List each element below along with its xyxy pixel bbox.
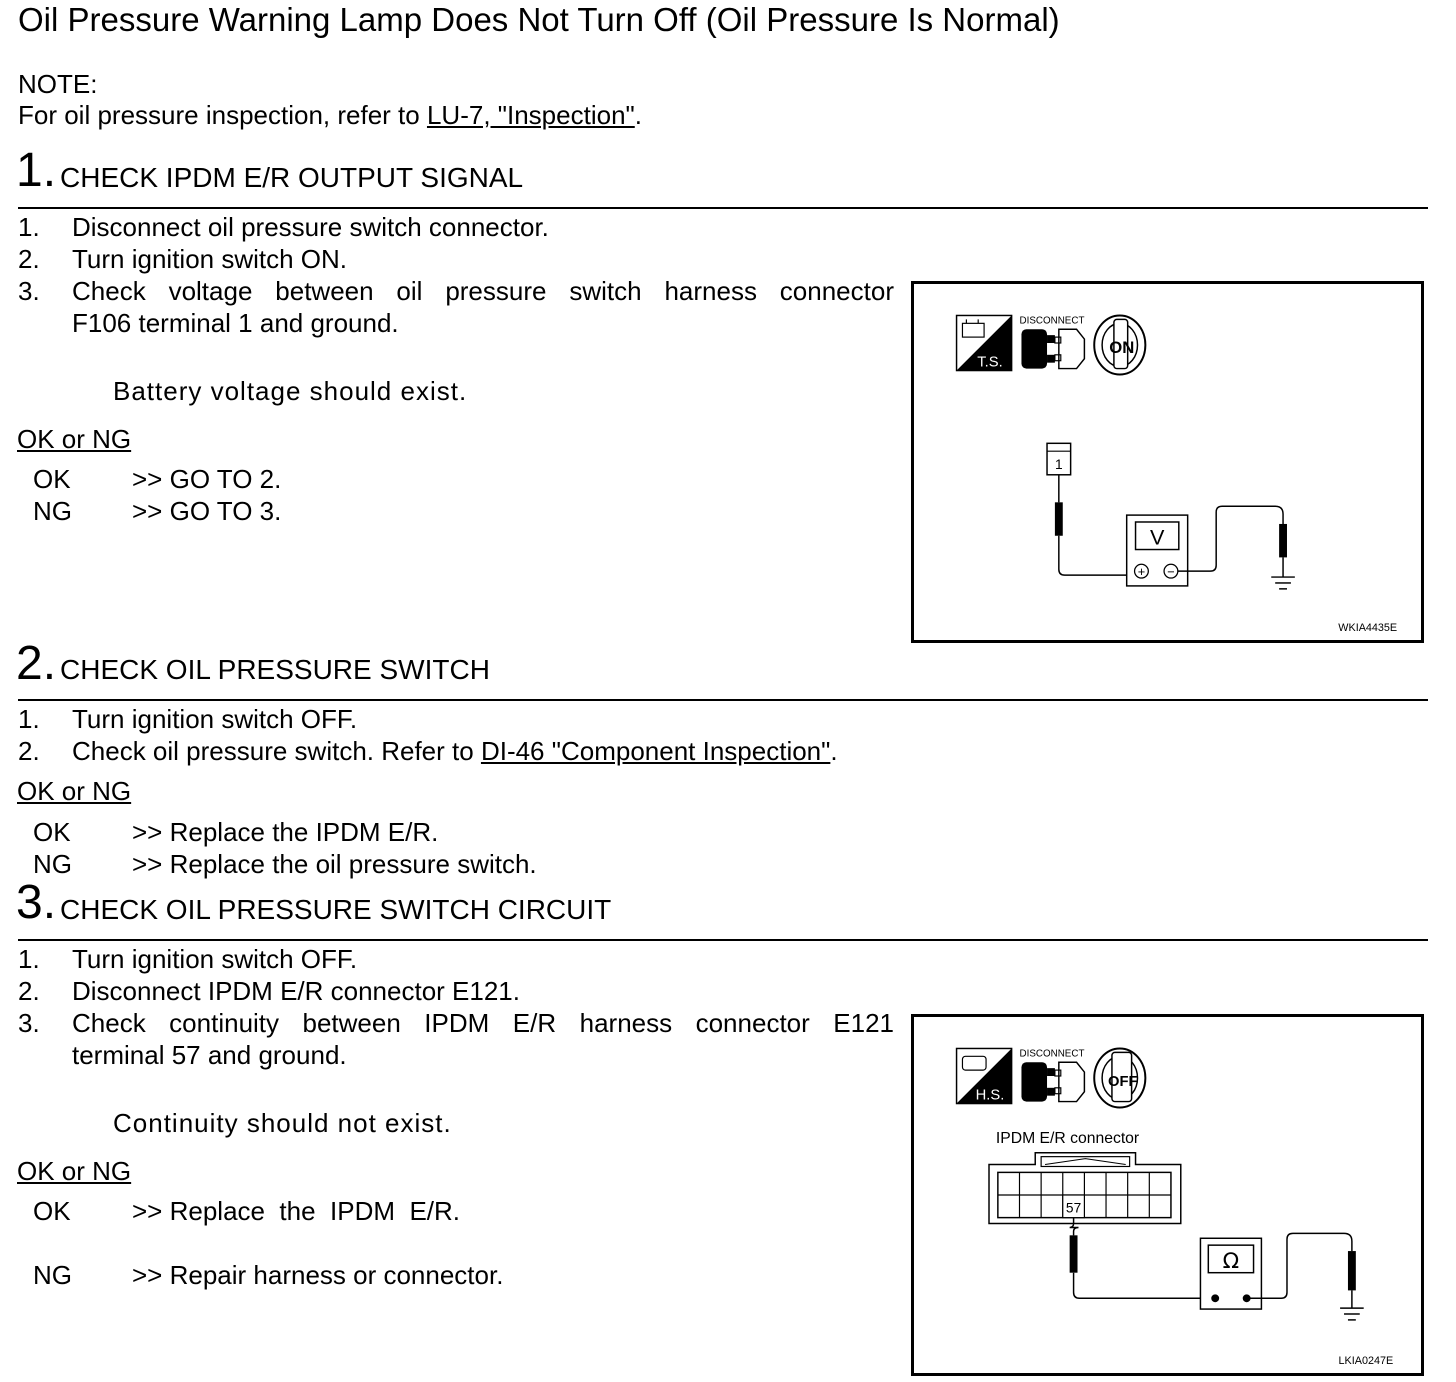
- step-2-result-ng-value: >> Replace the oil pressure switch.: [132, 849, 537, 879]
- step-3-spec: Continuity should not exist.: [113, 1108, 452, 1138]
- step-1-number: 1.: [16, 144, 57, 197]
- step-1-item-3-text: Check voltage between oil pressure switch harness connector: [72, 276, 894, 306]
- step-1-spec: Battery voltage should exist.: [113, 376, 468, 406]
- probe-positive: [1055, 502, 1063, 535]
- disconnect-icon: [1019, 1048, 1084, 1101]
- hs-icon: [957, 1048, 1012, 1103]
- probe-negative: [1348, 1251, 1356, 1290]
- ohmmeter-label: Ω: [1222, 1248, 1240, 1274]
- ignition-key-icon: [1094, 315, 1145, 374]
- figure-1-code: WKIA4435E: [1338, 622, 1398, 635]
- step-2-item-2-text-after: .: [830, 736, 838, 766]
- disconnect-icon-label: DISCONNECT: [1019, 1048, 1085, 1060]
- step-1-result-ok-value: >> GO TO 2.: [132, 464, 282, 494]
- step-3-result-ng-key: NG: [33, 1260, 72, 1290]
- step-2-item-2-text-before: Check oil pressure switch. Refer to: [72, 736, 481, 766]
- step-2-title: CHECK OIL PRESSURE SWITCH: [60, 654, 490, 685]
- step-3-ok-ng-label: OK or NG: [17, 1156, 132, 1186]
- note-label: NOTE:: [18, 69, 98, 99]
- disconnect-icon: [1019, 315, 1084, 368]
- probe-positive: [1070, 1235, 1078, 1272]
- step-1-item-1-text: Disconnect oil pressure switch connector.: [72, 212, 549, 242]
- voltmeter-minus: −: [1167, 564, 1175, 580]
- step-3-result-ok-value: >> Replace the IPDM E/R.: [132, 1196, 461, 1226]
- step-2-item-1-num: 1.: [18, 704, 40, 734]
- ts-icon: [957, 315, 1012, 370]
- step-3-divider: [18, 939, 1428, 941]
- note-text-after: .: [634, 100, 642, 130]
- connector-terminal-1: [1047, 443, 1071, 474]
- step-3-result-ok-key: OK: [33, 1196, 71, 1226]
- voltmeter-label: V: [1149, 524, 1165, 550]
- ipdm-connector: [989, 1153, 1181, 1224]
- step-3-item-3-num: 3.: [18, 1008, 40, 1038]
- step-2-divider: [18, 699, 1428, 701]
- terminal-1-label: 1: [1055, 456, 1063, 472]
- ipdm-connector-label: IPDM E/R connector: [995, 1129, 1140, 1147]
- page-title: Oil Pressure Warning Lamp Does Not Turn Off (Oil Pressure Is Normal): [18, 1, 1060, 38]
- step-1-title: CHECK IPDM E/R OUTPUT SIGNAL: [60, 162, 524, 193]
- step-1-result-ng-key: NG: [33, 496, 72, 526]
- figure-continuity-check: [911, 1014, 1424, 1376]
- step-1-item-2-text: Turn ignition switch ON.: [72, 244, 348, 274]
- step-1-ok-ng-label: OK or NG: [17, 424, 132, 454]
- hs-icon-label: H.S.: [975, 1087, 1005, 1104]
- ground-icon: [1340, 1308, 1364, 1320]
- probe-negative: [1279, 524, 1287, 557]
- note-link-inspection[interactable]: LU-7, "Inspection": [426, 100, 635, 130]
- voltmeter: [1127, 515, 1188, 586]
- step-2-link-component-inspection[interactable]: DI-46 "Component Inspection": [480, 736, 831, 766]
- step-2-item-2-num: 2.: [18, 736, 40, 766]
- ignition-key-label: OFF: [1108, 1073, 1138, 1090]
- note-text-before: For oil pressure inspection, refer to: [18, 100, 427, 130]
- step-3-item-1-num: 1.: [18, 944, 40, 974]
- step-3-result-ng-value: >> Repair harness or connector.: [132, 1260, 504, 1290]
- step-2-result-ok-value: >> Replace the IPDM E/R.: [132, 817, 439, 847]
- step-1-item-3-text-cont: F106 terminal 1 and ground.: [72, 308, 399, 338]
- ground-icon: [1271, 577, 1295, 589]
- ignition-key-label: ON: [1109, 337, 1135, 357]
- step-2-ok-ng-label: OK or NG: [17, 776, 132, 806]
- step-3-number: 3.: [16, 876, 57, 929]
- step-1-item-1-num: 1.: [18, 212, 40, 242]
- note-text: [18, 99, 642, 131]
- step-3-item-3-text-cont: terminal 57 and ground.: [72, 1040, 347, 1070]
- step-1-item-2-num: 2.: [18, 244, 40, 274]
- step-2-result-ng-key: NG: [33, 849, 72, 879]
- voltmeter-plus: +: [1137, 564, 1146, 580]
- step-3-title: CHECK OIL PRESSURE SWITCH CIRCUIT: [60, 894, 612, 925]
- disconnect-icon-label: DISCONNECT: [1019, 315, 1085, 327]
- figure-2-code: LKIA0247E: [1338, 1355, 1394, 1368]
- step-1-item-3-num: 3.: [18, 276, 40, 306]
- step-3-item-2-num: 2.: [18, 976, 40, 1006]
- step-3-item-2-text: Disconnect IPDM E/R connector E121.: [72, 976, 520, 1006]
- step-2-item-1-text: Turn ignition switch OFF.: [72, 704, 358, 734]
- step-2-number: 2.: [16, 637, 57, 690]
- step-3-item-1-text: Turn ignition switch OFF.: [72, 944, 358, 974]
- ignition-key-icon: [1094, 1048, 1145, 1107]
- step-1-result-ok-key: OK: [33, 464, 71, 494]
- step-1-divider: [18, 207, 1428, 209]
- step-2-result-ok-key: OK: [33, 817, 71, 847]
- step-1-result-ng-value: >> GO TO 3.: [132, 496, 282, 526]
- figure-voltage-check: [911, 281, 1424, 643]
- terminal-57-label: 57: [1065, 1200, 1082, 1216]
- step-3-item-3-text: Check continuity between IPDM E/R harness connector E121: [72, 1008, 894, 1038]
- ts-icon-label: T.S.: [977, 354, 1003, 371]
- step-2-item-2-text: [72, 735, 838, 767]
